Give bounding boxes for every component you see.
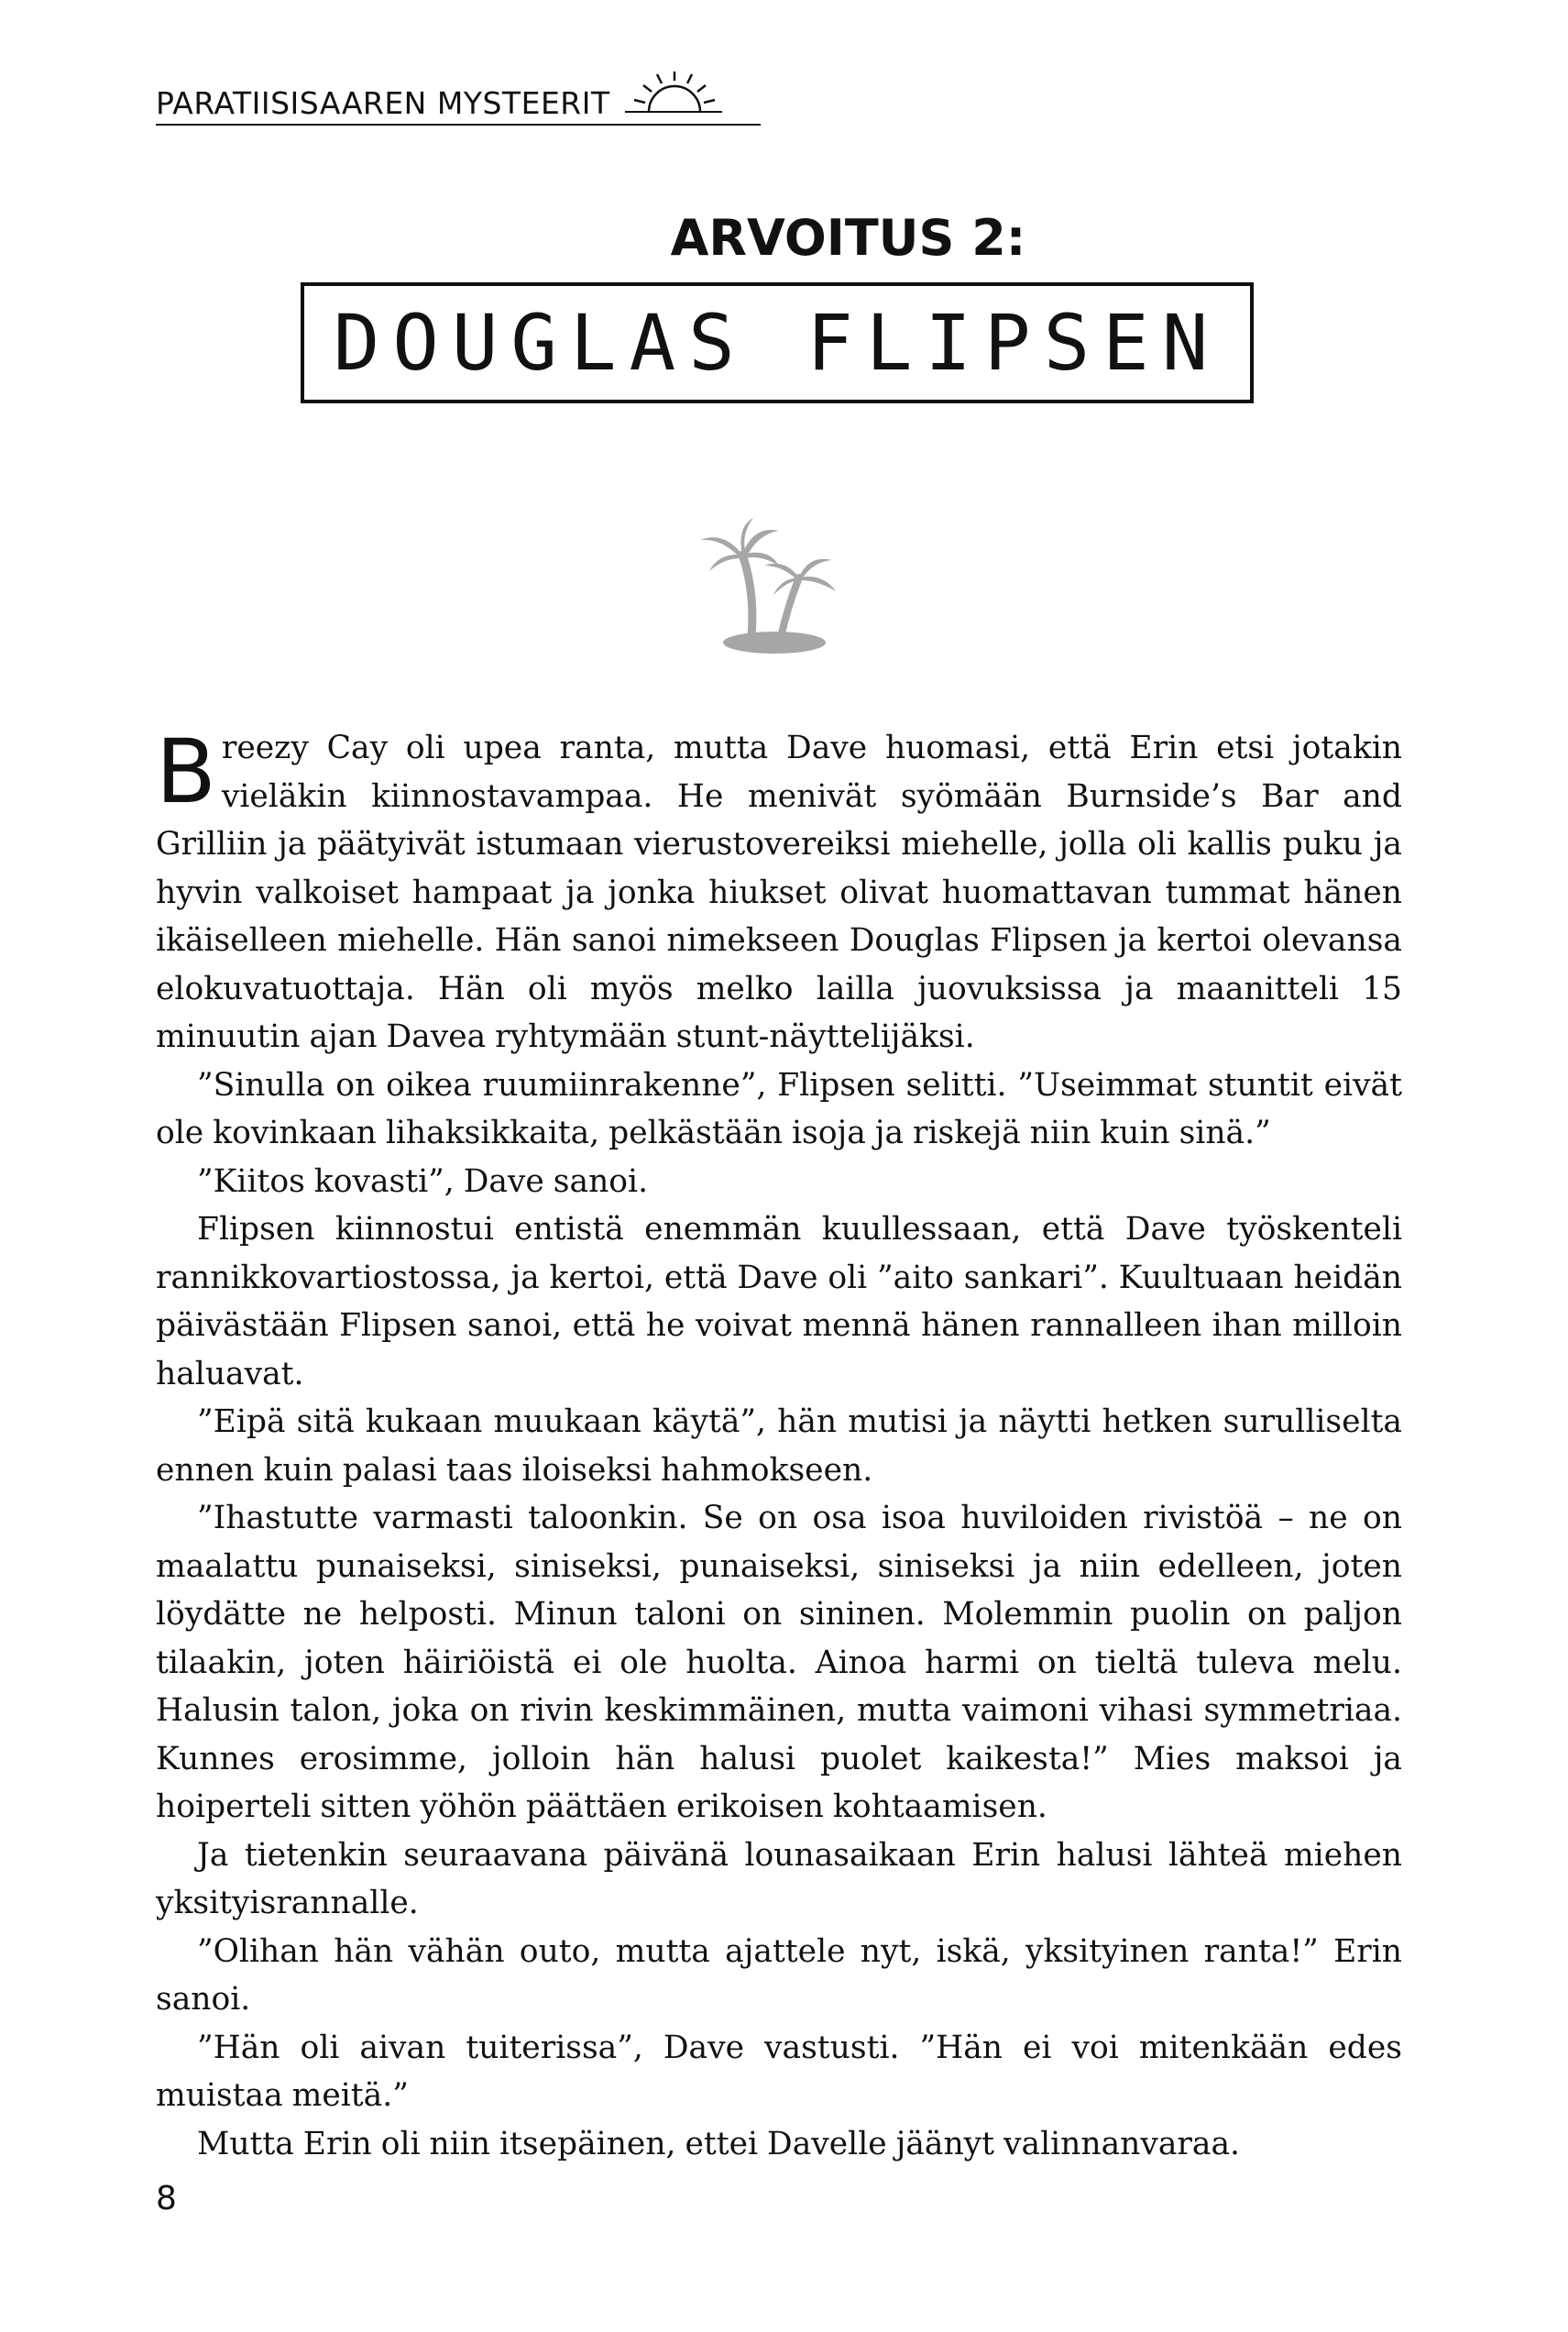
palm-island-icon <box>696 518 843 660</box>
page-number: 8 <box>156 2180 177 2217</box>
paragraph: ”Kiitos kovasti”, Dave sanoi. <box>197 1162 649 1200</box>
running-title: PARATIISISAAREN MYSTEERIT <box>156 85 610 121</box>
running-header <box>156 72 761 126</box>
paragraph: ”Ihastutte varmasti taloonkin. Se on osa isoa huviloiden rivistöä – ne on maalattu punaiseksi, siniseksi, punaiseksi, siniseksi ja niin edelleen, joten löydätte ne helposti. Minun taloni on sininen. Molemmin puolin on paljon tilaakin, joten häiriöistä ei ole huolta. Ainoa harmi on tieltä tuleva melu. Halusin talon, joka on rivin keskimmäinen, mutta vaimoni vihasi symmetriaa. Kunnes erosimme, jolloin hän halusi puolet kaikesta!” Mies maksoi ja hoiperteli sitten yöhön päättäen erikoisen kohtaamisen. <box>156 1500 1402 1825</box>
paragraph: Mutta Erin oli niin itsepäinen, ettei Davelle jäänyt valinnanvaraa. <box>197 2125 1241 2162</box>
chapter-title-box <box>301 282 1254 403</box>
drop-cap: B <box>156 720 216 823</box>
paragraph: ”Olihan hän vähän outo, mutta ajattele nyt, iskä, yksityinen ranta!” Erin sanoi. <box>156 1932 1402 2018</box>
paragraph: ”Hän oli aivan tuiterissa”, Dave vastusti. ”Hän ei voi mitenkään edes muistaa meitä.” <box>156 2029 1402 2114</box>
paragraph: Breezy Cay oli upea ranta, mutta Dave huomasi, että Erin etsi jotakin vieläkin kiinnostavampaa. He menivät syömään Burnside’s Bar and Grilliin ja päätyivät istumaan vierustovereiksi miehelle, jolla oli kallis puku ja hyvin valkoiset hampaat ja jonka hiukset olivat huomattavan tummat hänen ikäiselleen miehelle. Hän sanoi nimekseen Douglas Flipsen ja kertoi olevansa elokuvatuottaja. Hän oli myös melko lailla juovuksissa ja maanitteli 15 minuutin ajan Davea ryhtymään stunt-näyttelijäksi. <box>156 720 1402 1055</box>
paragraph: Ja tietenkin seuraavana päivänä lounasaikaan Erin halusi lähteä miehen yksityisrannalle. <box>156 1836 1402 1921</box>
chapter-label: ARVOITUS 2: <box>670 209 1026 267</box>
paragraph: ”Sinulla on oikea ruumiinrakenne”, Flipsen selitti. ”Useimmat stuntit eivät ole kovinkaan lihaksikkaita, pelkästään isoja ja riskejä niin kuin sinä.” <box>156 1066 1402 1151</box>
chapter-title: DOUGLAS FLIPSEN <box>333 298 1222 388</box>
paragraph: ”Eipä sitä kukaan muukaan käytä”, hän mutisi ja näytti hetken surulliselta ennen kuin palasi taas iloiseksi hahmokseen. <box>156 1403 1402 1489</box>
sun-icon <box>623 72 724 118</box>
paragraph: Flipsen kiinnostui entistä enemmän kuullessaan, että Dave työskenteli rannikkovartiostossa, ja kertoi, että Dave oli ”aito sankari”. Kuultuaan heidän päivästään Flipsen sanoi, että he voivat mennä hänen rannalleen ihan milloin haluavat. <box>156 1211 1402 1392</box>
body-text <box>156 720 1402 2168</box>
